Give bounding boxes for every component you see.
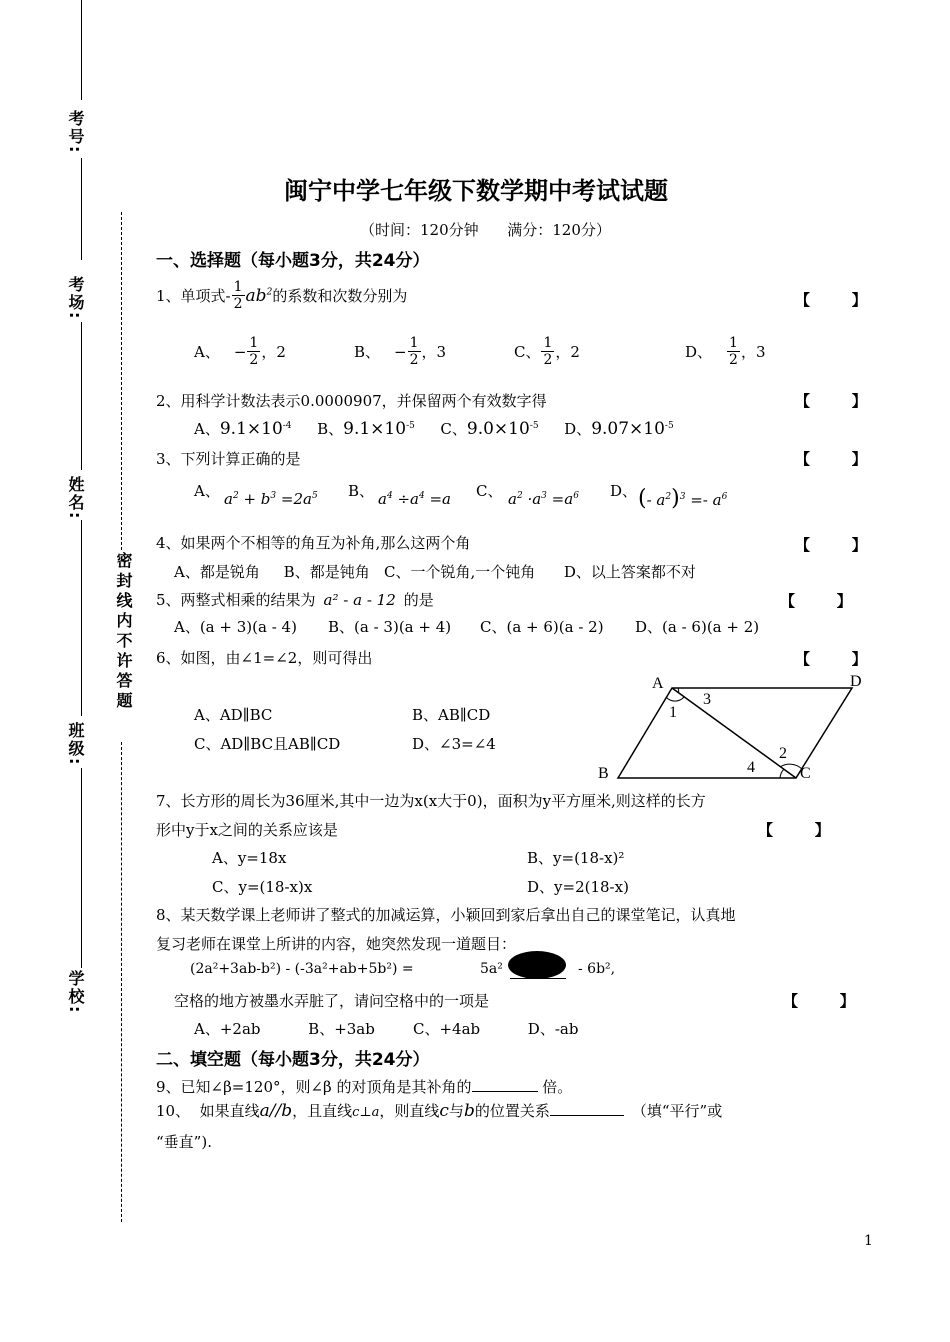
q5-bracket: 【 】 [780,592,852,610]
seal-text: 密封线内不许答题 [114,552,133,712]
margin-line-3 [81,322,82,470]
q3-option-a-expr: $a^2 + b^3 =2a^5$ [224,490,318,508]
label-kaohao: 考号: [66,110,85,155]
q8-line2: 复习老师在课堂上所讲的内容，她突然发现一道题目： [156,935,517,953]
q5-stem: 5、两整式相乘的结果为 a² - a - 12 的是 [156,591,434,609]
q9: 9、已知∠β=120°，则∠β 的对顶角是其补角的 倍。 [156,1078,573,1096]
q5-option-d: D、(a - 6)(a + 2) [635,618,760,636]
q3-option-c-expr: $a^2 \cdot a^3 =a^6$ [508,490,579,508]
fig-angle-4: 4 [747,759,755,776]
fig-angle-1: 1 [669,704,677,721]
parallelogram-figure [590,666,880,786]
q8-options: A、+2ab B、+3ab C、+4ab D、-ab [194,1020,579,1038]
q3-option-a-label: A、 [194,482,220,500]
q6-bracket: 【 】 [795,650,867,668]
q1-bracket: 【 】 [795,291,867,309]
q10-line1: 10、 如果直线a//b，且直线c⊥a，则直线c与b的位置关系 （填“平行”或 [156,1101,723,1121]
q1-monomial: $ab^2$ [245,285,273,306]
q8-expr-left: (2a²+3ab-b²) - (-3a²+ab+5b²) = [190,961,414,977]
fig-label-d: D [850,673,862,690]
q6-option-c: C、AD∥BC且AB∥CD [194,735,341,753]
margin-line-top [81,0,82,100]
margin-line-5 [81,768,82,968]
q7-line2: 形中y于x之间的关系应该是 [156,821,338,839]
margin-line-2 [81,158,82,260]
q8-line1: 8、某天数学课上老师讲了整式的加减运算，小颖回到家后拿出自己的课堂笔记，认真地 [156,906,736,924]
label-banji: 班级: [66,722,85,767]
q4-bracket: 【 】 [795,536,867,554]
section2-title: 二、填空题（每小题3分，共24分） [156,1050,430,1070]
q8-expr-right: - 6b², [578,961,616,977]
q6-stem: 6、如图，由∠1=∠2，则可得出 [156,649,373,667]
q1-stem [156,280,407,311]
q3-option-d-label: D、 [610,482,638,500]
q8-bracket: 【 】 [783,992,855,1010]
q7-line1: 7、长方形的周长为36厘米,其中一边为x(x大于0)，面积为y平方厘米,则这样的长方 [156,792,706,810]
q3-option-d-expr: (- $a^2)^3 =- a^6$ [638,486,728,511]
q6-option-b: B、AB∥CD [412,706,491,724]
label-xingming: 姓名: [66,476,85,521]
q8-line4: 空格的地方被墨水弄脏了，请问空格中的一项是 [174,992,490,1010]
label-kaochang: 考场: [66,276,85,321]
page-number: 1 [864,1233,873,1249]
q7-option-a: A、y=18x [212,849,287,867]
section1-title: 一、选择题（每小题3分，共24分） [156,251,430,271]
q2-stem: 2、用科学计数法表示0.0000907，并保留两个有效数字得 [156,392,547,410]
q1-option-b: B、 − $\frac{1}{2}$ ，3 [354,335,447,368]
q6-option-d: D、∠3=∠4 [412,735,496,753]
seal-line-top [121,212,122,550]
q9-blank [472,1091,538,1092]
q1-pre: 1、单项式- [156,287,231,305]
page-title: 闽宁中学七年级下数学期中考试试题 [284,177,668,205]
q1-option-d: D、 $\frac{1}{2}$ ，3 [685,335,766,368]
q4-options: A、都是锐角 B、都是钝角 C、一个锐角,一个钝角 D、以上答案都不对 [174,563,696,581]
q3-bracket: 【 】 [795,450,867,468]
q5-option-c: C、(a + 6)(a - 2) [480,618,604,636]
page-subtitle: （时间：120分钟 满分：120分） [360,221,611,239]
q3-option-c-label: C、 [476,482,503,500]
q1-option-c: C、 $\frac{1}{2}$ ，2 [514,335,580,368]
seal-line-bottom [121,742,122,1222]
q3-option-b-expr: $a^4 \div a^4 =a$ [378,490,451,508]
fig-angle-2: 2 [779,745,787,762]
fig-label-b: B [598,765,609,782]
q8-expr-mid: 5a² [480,961,503,977]
margin-line-4 [81,520,82,716]
q5-option-a: A、(a + 3)(a - 4) [174,618,297,636]
q1-fraction: $\frac{1}{2}$ [233,279,243,312]
q7-option-d: D、y=2(18-x) [527,878,629,896]
fig-label-a: A [652,675,664,692]
label-xuexiao: 学校: [66,970,85,1015]
q1-option-a: A、 − $\frac{1}{2}$ ，2 [194,335,286,368]
q6-option-a: A、AD∥BC [194,706,273,724]
q7-option-c: C、y=(18-x)x [212,878,313,896]
q2-bracket: 【 】 [795,392,867,410]
q7-bracket: 【 】 [758,821,830,839]
q7-option-b: B、y=(18-x)² [527,849,625,867]
q10-line2: “垂直”). [156,1133,212,1151]
fig-label-c: C [800,765,811,782]
ink-blot [508,951,566,979]
q3-stem: 3、下列计算正确的是 [156,450,301,468]
q5-option-b: B、(a - 3)(a + 4) [328,618,452,636]
q1-post: 的系数和次数分别为 [272,287,408,305]
q2-options: A、$9.1\times 10^{-4}$ B、$9.1\times 10^{-5}$ C、$9.0\times 10^{-5}$ D、$9.07\times 10^{-5}$ [194,419,674,439]
q4-stem: 4、如果两个不相等的角互为补角,那么这两个角 [156,534,471,552]
q10-blank [550,1115,624,1116]
fig-angle-3: 3 [703,691,711,708]
q3-option-b-label: B、 [348,482,375,500]
